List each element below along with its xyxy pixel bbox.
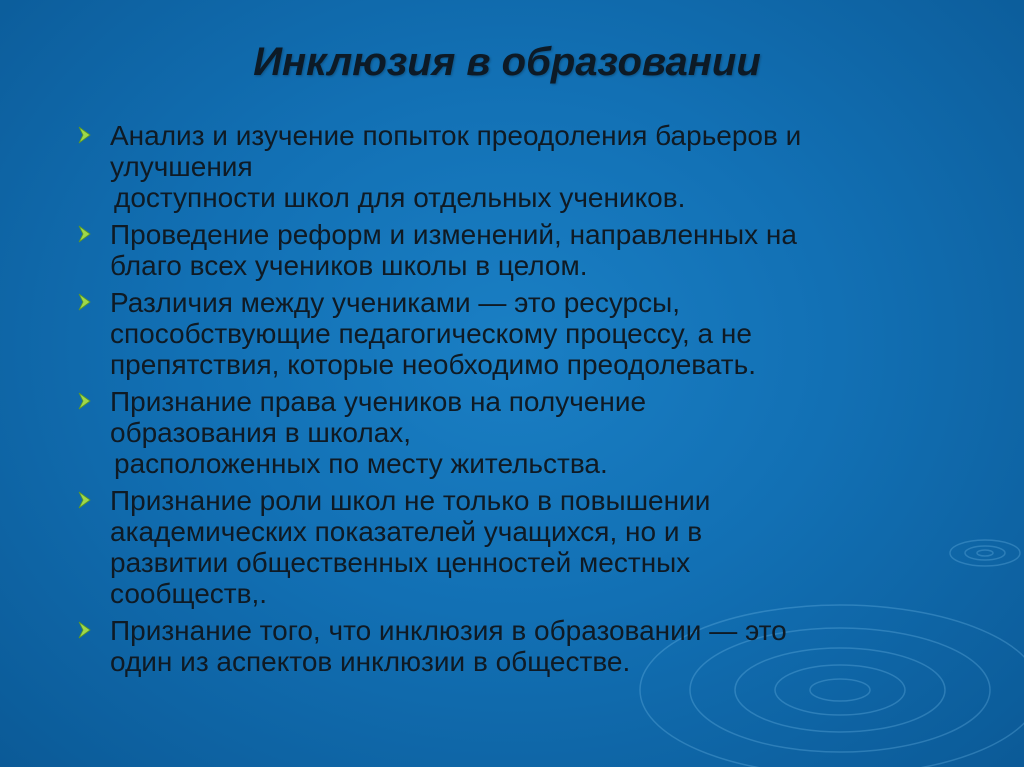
bullet-item (76, 485, 976, 609)
bullet-text-line: Признание права учеников на получение (110, 386, 647, 417)
bullet-text-line: препятствия, которые необходимо преодолевать. (110, 349, 756, 380)
arrowhead-bullet-icon (76, 122, 96, 148)
bullet-item (76, 287, 976, 380)
bullet-continuation: расположенных по месту жительства. (114, 448, 608, 479)
bullet-text-line: улучшения (110, 151, 253, 182)
bullet-text-line: один из аспектов инклюзии в обществе. (110, 646, 631, 677)
arrowhead-bullet-icon (76, 388, 96, 414)
arrowhead-bullet-icon (76, 289, 96, 315)
slide-title: Инклюзия в образовании (253, 40, 761, 84)
bullet-text-line: Анализ и изучение попыток преодоления барьеров и (110, 120, 802, 151)
bullet-text-line: Проведение реформ и изменений, направленных на (110, 219, 797, 250)
bullet-item (76, 120, 976, 213)
arrowhead-bullet-icon (76, 487, 96, 513)
bullet-text-line: Признание роли школ не только в повышении (110, 485, 711, 516)
bullet-list (76, 120, 976, 683)
bullet-text-line: способствующие педагогическому процессу, а не (110, 318, 752, 349)
bullet-text-line: академических показателей учащихся, но и в (110, 516, 703, 547)
bullet-item (76, 386, 976, 479)
bullet-item (76, 615, 976, 677)
bullet-item (76, 219, 976, 281)
bullet-text-line: Признание того, что инклюзия в образовании — это (110, 615, 787, 646)
arrowhead-bullet-icon (76, 617, 96, 643)
bullet-text-line: сообществ,. (110, 578, 268, 609)
bullet-text-line: образования в школах, (110, 417, 412, 448)
bullet-text-line: Различия между учениками — это ресурсы, (110, 287, 681, 318)
bullet-continuation: доступности школ для отдельных учеников. (114, 182, 686, 213)
bullet-text-line: развитии общественных ценностей местных (110, 547, 691, 578)
bullet-text-line: благо всех учеников школы в целом. (110, 250, 588, 281)
arrowhead-bullet-icon (76, 221, 96, 247)
